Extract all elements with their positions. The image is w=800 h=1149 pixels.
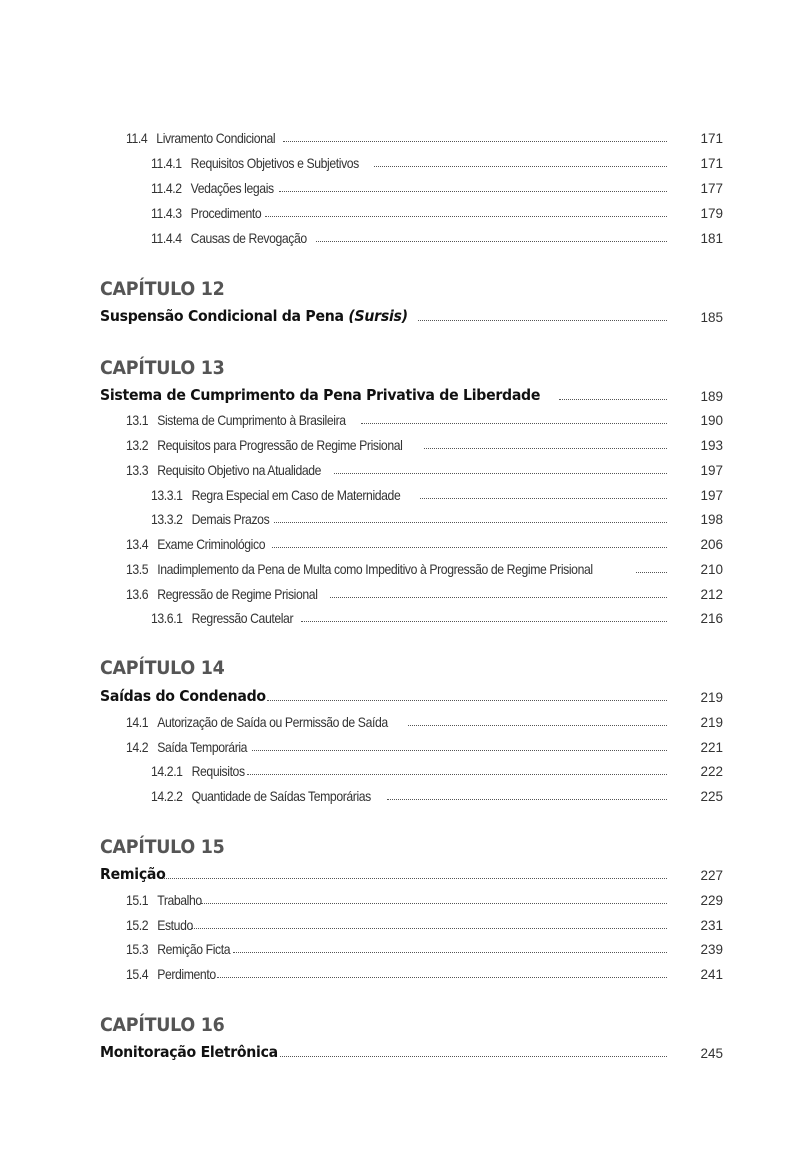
toc-entry-15-3: [126, 935, 723, 957]
section-number: 13.4: [126, 537, 149, 552]
leader-dots: [160, 877, 667, 879]
section-number: 14.2.2: [151, 789, 183, 804]
section-number: 15.3: [126, 942, 149, 957]
section-number: 15.4: [126, 967, 149, 982]
section-number: 11.4.4: [151, 231, 182, 246]
toc-chapter-title-15: [100, 857, 723, 883]
page-number: 177: [700, 181, 723, 196]
leader-dots: [636, 571, 667, 573]
page-number: 216: [700, 611, 723, 626]
section-number: 14.1: [126, 715, 149, 730]
chapter-title: Sistema de Cumprimento da Pena Privativa de Liberdade: [100, 386, 541, 404]
section-title: Livramento Condicional: [156, 131, 276, 146]
section-title: Remição Ficta: [157, 942, 231, 957]
leader-dots: [283, 140, 667, 142]
chapter-heading-15: CAPÍTULO 15: [100, 836, 225, 858]
page-number: 239: [700, 942, 723, 957]
leader-dots: [420, 497, 667, 499]
page-number: 206: [700, 537, 723, 552]
section-title: Requisitos Objetivos e Subjetivos: [190, 156, 359, 171]
leader-dots: [252, 749, 667, 751]
chapter-heading-14: CAPÍTULO 14: [100, 657, 225, 679]
section-number: 14.2.1: [151, 764, 183, 779]
section-title: Demais Prazos: [191, 512, 270, 527]
page-number: 198: [700, 512, 723, 527]
leader-dots: [280, 1055, 667, 1057]
leader-dots: [247, 773, 667, 775]
chapter-title-italic: (Sursis): [348, 307, 408, 325]
page-number: 227: [700, 868, 723, 883]
leader-dots: [274, 521, 667, 523]
toc-entry-13-3: [126, 456, 723, 478]
toc-entry-15-1: [126, 886, 723, 908]
page-number: 185: [700, 310, 723, 325]
toc-entry-13-5: [126, 555, 723, 577]
chapter-heading-16: CAPÍTULO 16: [100, 1014, 225, 1036]
chapter-title: Remição: [100, 865, 166, 883]
page-number: 229: [700, 893, 723, 908]
page-number: 189: [700, 389, 723, 404]
toc-entry-14-1: [126, 708, 723, 730]
section-number: 13.6: [126, 587, 149, 602]
toc-entry-11-4-1: [151, 149, 723, 171]
chapter-title: Suspensão Condicional da Pena: [100, 307, 349, 325]
toc-entry-14-2: [126, 733, 723, 755]
section-number: 11.4.2: [151, 181, 182, 196]
page-number: 197: [700, 488, 723, 503]
page-number: 212: [700, 587, 723, 602]
leader-dots: [361, 422, 667, 424]
section-number: 13.6.1: [151, 611, 183, 626]
section-number: 14.2: [126, 740, 149, 755]
section-title: Estudo: [157, 918, 193, 933]
section-title: Quantidade de Saídas Temporárias: [191, 789, 371, 804]
section-title: Requisitos para Progressão de Regime Prisional: [157, 438, 403, 453]
section-number: 11.4.1: [151, 156, 182, 171]
page-number: 241: [700, 967, 723, 982]
section-number: 13.3: [126, 463, 149, 478]
page-number: 197: [700, 463, 723, 478]
section-title: Procedimento: [190, 206, 262, 221]
section-title: Regressão de Regime Prisional: [157, 587, 318, 602]
leader-dots: [334, 472, 667, 474]
page-number: 193: [700, 438, 723, 453]
page-number: 219: [700, 690, 723, 705]
page-number: 219: [700, 715, 723, 730]
leader-dots: [330, 596, 667, 598]
leader-dots: [374, 165, 667, 167]
section-title: Inadimplemento da Pena de Multa como Impeditivo à Progressão de Regime Prisional: [157, 562, 593, 577]
chapter-title: Saídas do Condenado: [100, 687, 266, 705]
toc-chapter-title-12: [100, 299, 723, 325]
section-title: Sistema de Cumprimento à Brasileira: [157, 413, 346, 428]
toc-entry-13-6: [126, 580, 723, 602]
section-number: 11.4: [126, 131, 148, 146]
leader-dots: [301, 620, 667, 622]
section-title: Vedações legais: [190, 181, 274, 196]
page-number: 231: [700, 918, 723, 933]
section-title: Perdimento: [157, 967, 216, 982]
toc-entry-14-2-2: [151, 782, 723, 804]
toc-entry-13-1: [126, 406, 723, 428]
page-number: 210: [700, 562, 723, 577]
section-number: 13.5: [126, 562, 149, 577]
leader-dots: [279, 190, 667, 192]
section-number: 11.4.3: [151, 206, 182, 221]
toc-entry-13-6-1: [151, 604, 723, 626]
section-title: Saída Temporária: [157, 740, 248, 755]
section-title: Exame Criminológico: [157, 537, 266, 552]
page-number: 171: [700, 131, 723, 146]
chapter-heading-12: CAPÍTULO 12: [100, 278, 225, 300]
chapter-title: Monitoração Eletrônica: [100, 1043, 278, 1061]
section-title: Regressão Cautelar: [191, 611, 294, 626]
leader-dots: [408, 724, 667, 726]
toc-chapter-title-14: [100, 679, 723, 705]
page-number: 221: [700, 740, 723, 755]
page-number: 225: [700, 789, 723, 804]
section-title: Causas de Revogação: [190, 231, 307, 246]
toc-chapter-title-13: [100, 378, 723, 404]
toc-entry-11-4-2: [151, 174, 723, 196]
toc-entry-11-4-3: [151, 199, 723, 221]
toc-entry-14-2-1: [151, 757, 723, 779]
toc-entry-13-3-1: [151, 481, 723, 503]
leader-dots: [316, 240, 667, 242]
leader-dots: [201, 902, 667, 904]
section-title: Regra Especial em Caso de Maternidade: [191, 488, 401, 503]
toc-chapter-title-16: [100, 1035, 723, 1061]
toc-entry-13-2: [126, 431, 723, 453]
leader-dots: [559, 398, 667, 400]
section-title: Autorização de Saída ou Permissão de Saída: [157, 715, 388, 730]
page-number: 181: [700, 231, 723, 246]
toc-entry-15-4: [126, 960, 723, 982]
leader-dots: [424, 447, 667, 449]
toc-entry-11-4-4: [151, 224, 723, 246]
section-number: 13.1: [126, 413, 149, 428]
leader-dots: [272, 546, 667, 548]
leader-dots: [387, 798, 667, 800]
section-number: 15.2: [126, 918, 149, 933]
section-title: Requisitos: [191, 764, 245, 779]
leader-dots: [265, 215, 667, 217]
section-number: 15.1: [126, 893, 149, 908]
leader-dots: [191, 927, 667, 929]
toc-entry-15-2: [126, 911, 723, 933]
chapter-heading-13: CAPÍTULO 13: [100, 357, 225, 379]
page-number: 245: [700, 1046, 723, 1061]
section-number: 13.3.1: [151, 488, 183, 503]
toc-entry-13-3-2: [151, 505, 723, 527]
page-number: 171: [700, 156, 723, 171]
section-number: 13.2: [126, 438, 149, 453]
toc-entry-11-4: [126, 124, 723, 146]
leader-dots: [267, 699, 667, 701]
section-title: Trabalho: [157, 893, 202, 908]
section-number: 13.3.2: [151, 512, 183, 527]
leader-dots: [217, 976, 667, 978]
toc-entry-13-4: [126, 530, 723, 552]
page-number: 179: [700, 206, 723, 221]
section-title: Requisito Objetivo na Atualidade: [157, 463, 322, 478]
leader-dots: [418, 319, 667, 321]
page-number: 222: [700, 764, 723, 779]
leader-dots: [233, 951, 667, 953]
page-number: 190: [700, 413, 723, 428]
